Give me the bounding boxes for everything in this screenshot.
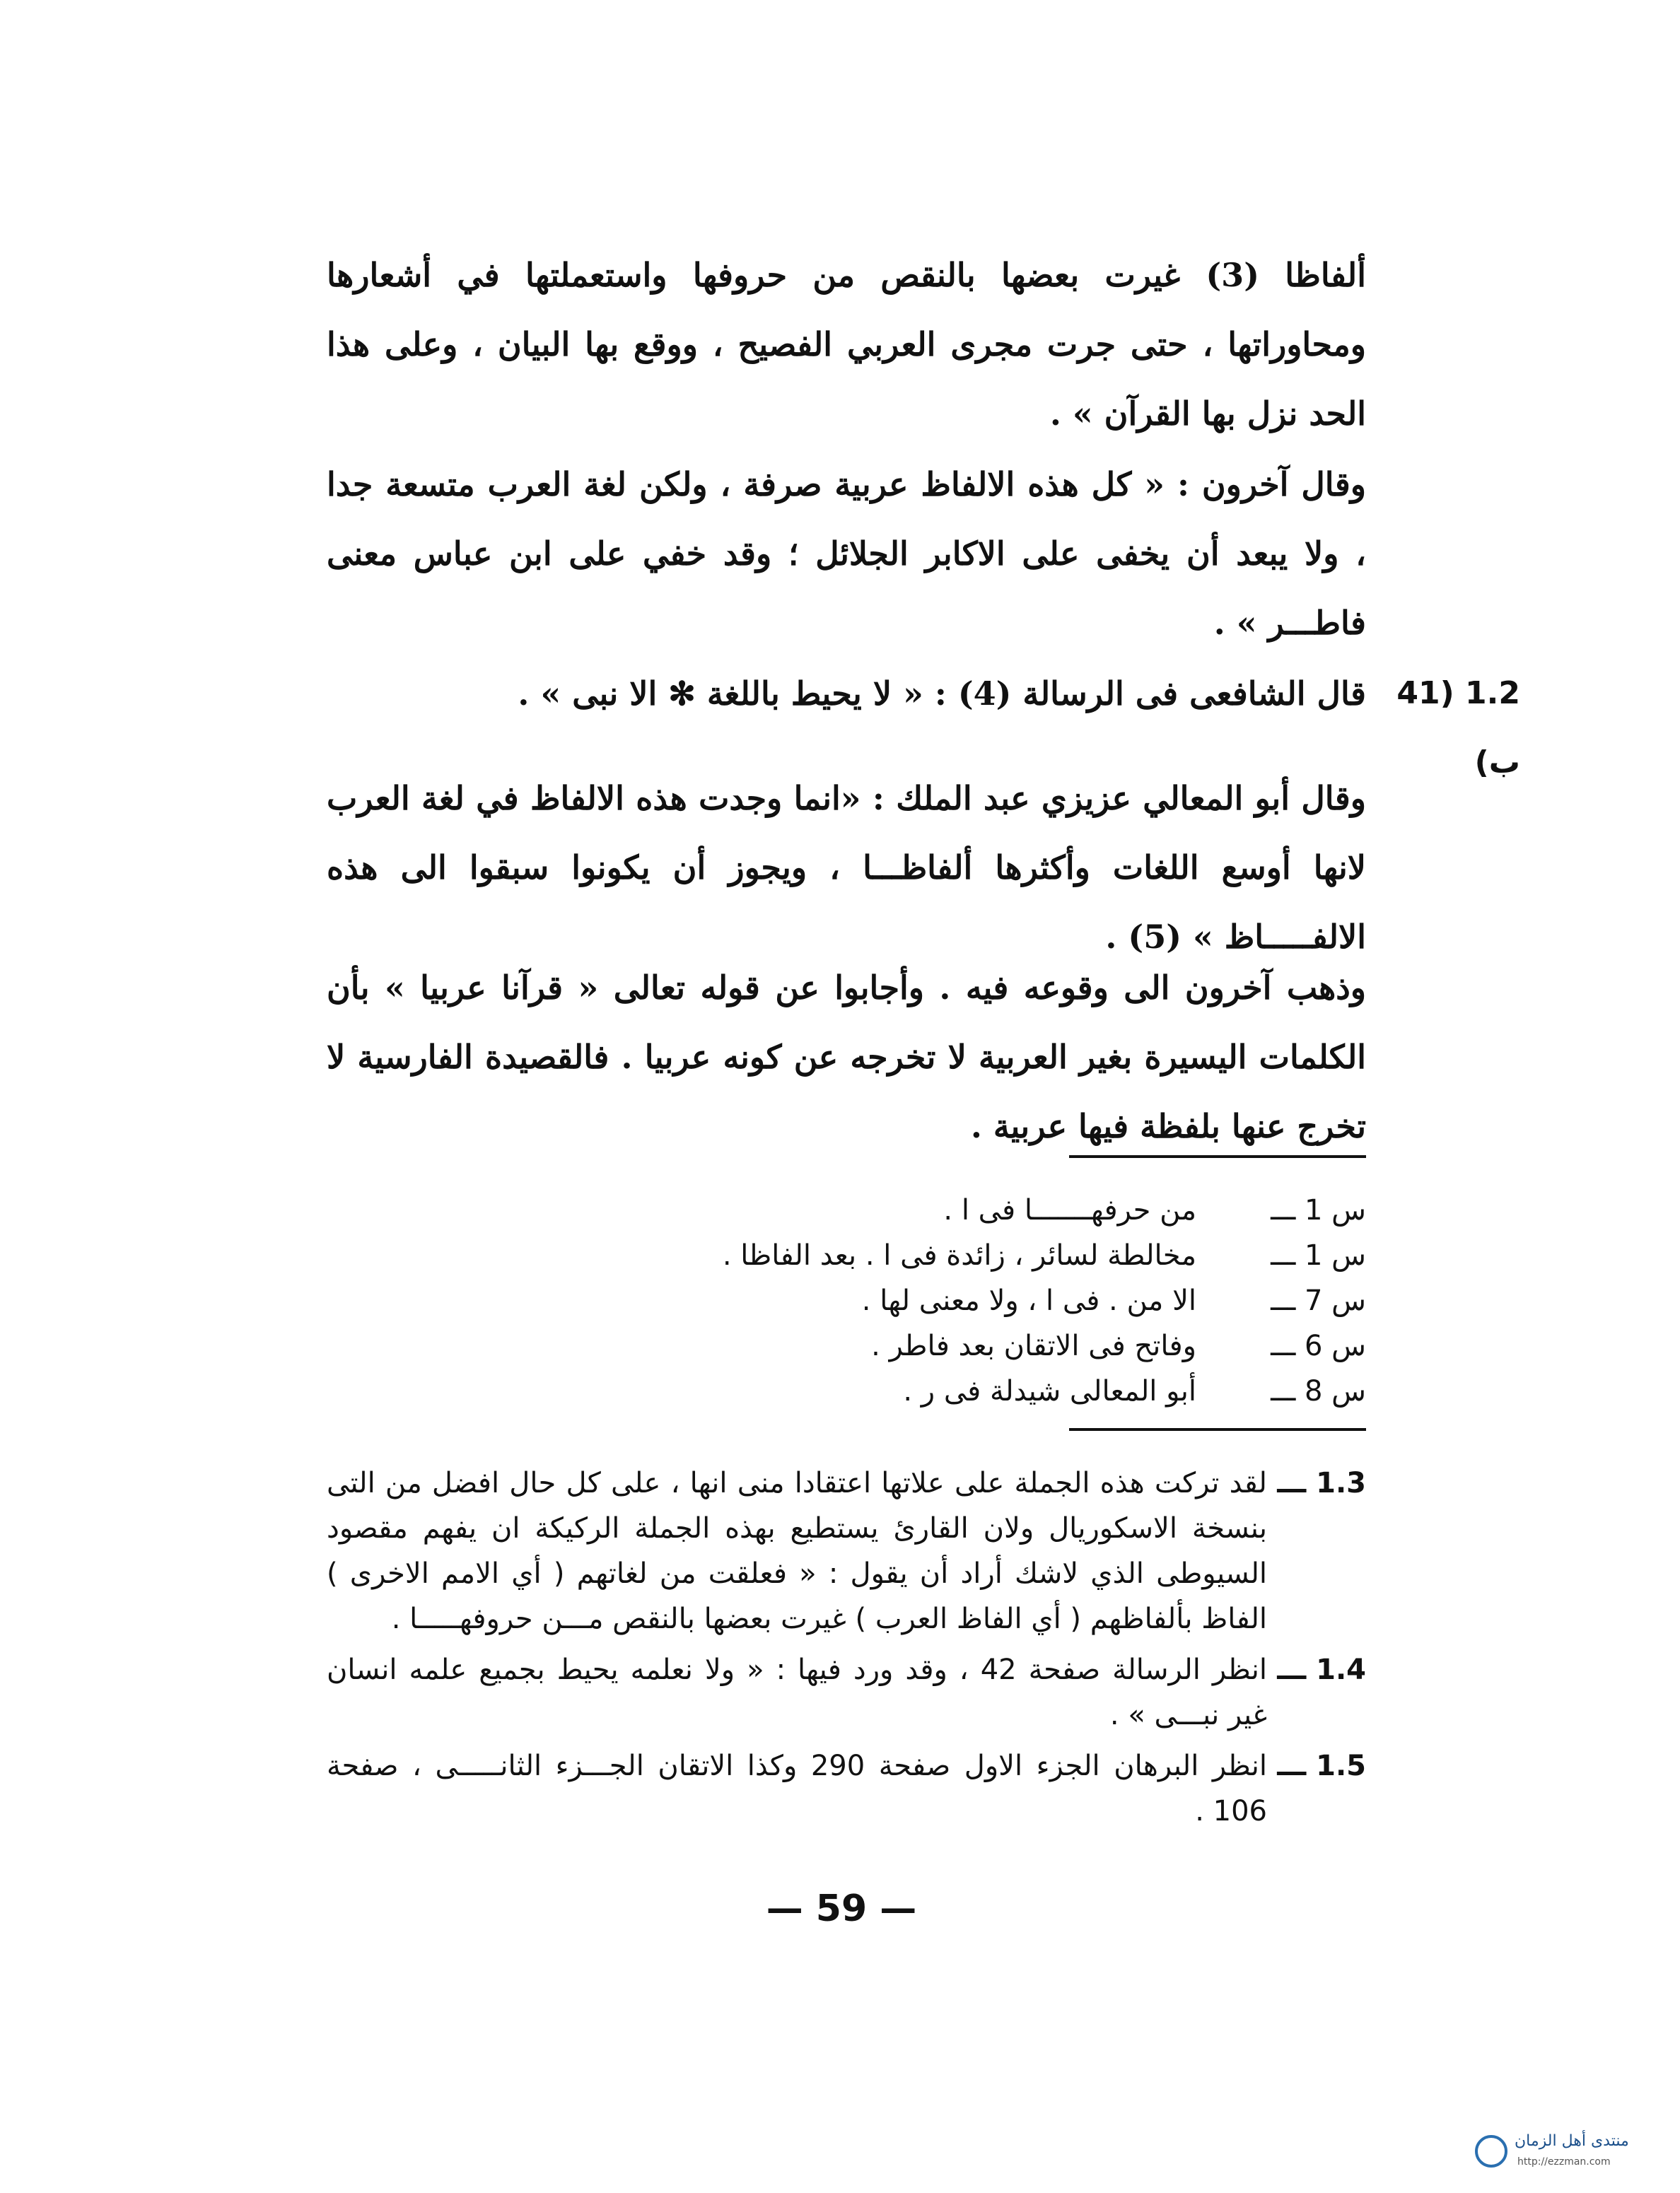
variant-row	[495, 1278, 1366, 1323]
paragraph-1: ألفاظا (3) غيرت بعضها بالنقص من حروفها واستعملتها في أشعارها ومحاوراتها ، حتى جرت مجرى العربي الفصيح ، ووقع بها البيان ، وعلى هذا الحد نزل بها القرآن » .	[327, 256, 1366, 433]
watermark-name: منتدى أهل الزمان	[1515, 2132, 1629, 2150]
paragraph-3: قال الشافعى فى الرسالة (4) : « لا يحيط باللغة ✻ الا نبى » .	[518, 674, 1366, 713]
variant-text: الا من . فى ا ، ولا معنى لها .	[861, 1285, 1196, 1317]
variant-row	[495, 1233, 1366, 1278]
footnote	[327, 1647, 1366, 1738]
variant-readings	[495, 1188, 1366, 1414]
variant-row	[495, 1188, 1366, 1233]
footnote-text: انظر الرسالة صفحة 42 ، وقد ورد فيها : « ولا نعلمه يحيط بجميع علمه انسان غير نبـــى » .	[327, 1654, 1267, 1731]
variant-text: مخالطة لسائر ، زائدة فى ا . بعد الفاظا .	[722, 1239, 1196, 1272]
variant-text: أبو المعالى شيدلة فى ر .	[903, 1375, 1196, 1408]
footnote	[327, 1743, 1366, 1834]
footnote	[327, 1461, 1366, 1642]
paragraph-4: وقال أبو المعالي عزيزي عبد الملك : «انما وجدت هذه الالفاظ في لغة العرب لانها أوسع اللغات وأكثرها ألفاظـــا ، ويجوز أن يكونوا سبقوا الى هذه الالفـــــاظ » (5) .	[327, 779, 1366, 956]
paragraph-2: وقال آخرون : « كل هذه الالفاظ عربية صرفة ، ولكن لغة العرب متسعة جدا ، ولا يبعد أن يخفى على الاكابر الجلائل ؛ وقد خفي على ابن عباس معنى فاطـــر » .	[327, 465, 1366, 642]
variant-location: س 6 ـــ	[1271, 1330, 1366, 1362]
page-number: — 59 —	[766, 1888, 917, 1930]
footnote-divider-top	[1069, 1155, 1366, 1158]
footnote-text: انظر البرهان الجزء الاول صفحة 290 وكذا الاتقان الجـــزء الثانـــــى ، صفحة 106 .	[327, 1750, 1267, 1827]
variant-text: من حرفهـــــــا فى ا .	[943, 1194, 1196, 1227]
margin-reference: 1.2 (41 ب)	[1396, 675, 1520, 780]
footnote-number: 1.4 ـــ	[1277, 1654, 1366, 1686]
paragraph-5: وذهب آخرون الى وقوعه فيه . وأجابوا عن قوله تعالى « قرآنا عربيا » بأن الكلمات اليسيرة بغير العربية لا تخرجه عن كونه عربيا . فالقصيدة الفارسية لا تخرج عنها بلفظة فيها عربية .	[327, 969, 1366, 1145]
variant-text: وفاتح فى الاتقان بعد فاطر .	[871, 1330, 1196, 1362]
watermark-url: http://ezzman.com	[1517, 2156, 1611, 2168]
footnote-divider-bottom	[1069, 1428, 1366, 1431]
footnotes	[327, 1461, 1366, 1840]
variant-location: س 8 ـــ	[1271, 1375, 1366, 1408]
variant-location: س 7 ـــ	[1271, 1285, 1366, 1317]
variant-row	[495, 1323, 1366, 1369]
globe-icon	[1475, 2135, 1507, 2168]
footnote-number: 1.5 ـــ	[1277, 1750, 1366, 1782]
footnote-text: لقد تركت هذه الجملة على علاتها اعتقادا منى انها ، على كل حال افضل من التى بنسخة الاسكوريال ولان القارئ يستطيع بهذه الجملة الركيكة ان يفهم مقصود السيوطى الذي لاشك أراد أن يقول : « فعلقت من لغاتهم ( أي الامم الاخرى ) الفاظ بألفاظهم ( أي الفاظ العرب ) غيرت بعضها بالنقص مـــن حروفهـــــا .	[327, 1467, 1267, 1635]
footnote-number: 1.3 ـــ	[1277, 1467, 1366, 1499]
variant-row	[495, 1369, 1366, 1414]
watermark	[1475, 2131, 1652, 2180]
variant-location: س 1 ـــ	[1271, 1194, 1366, 1227]
variant-location: س 1 ـــ	[1271, 1239, 1366, 1272]
